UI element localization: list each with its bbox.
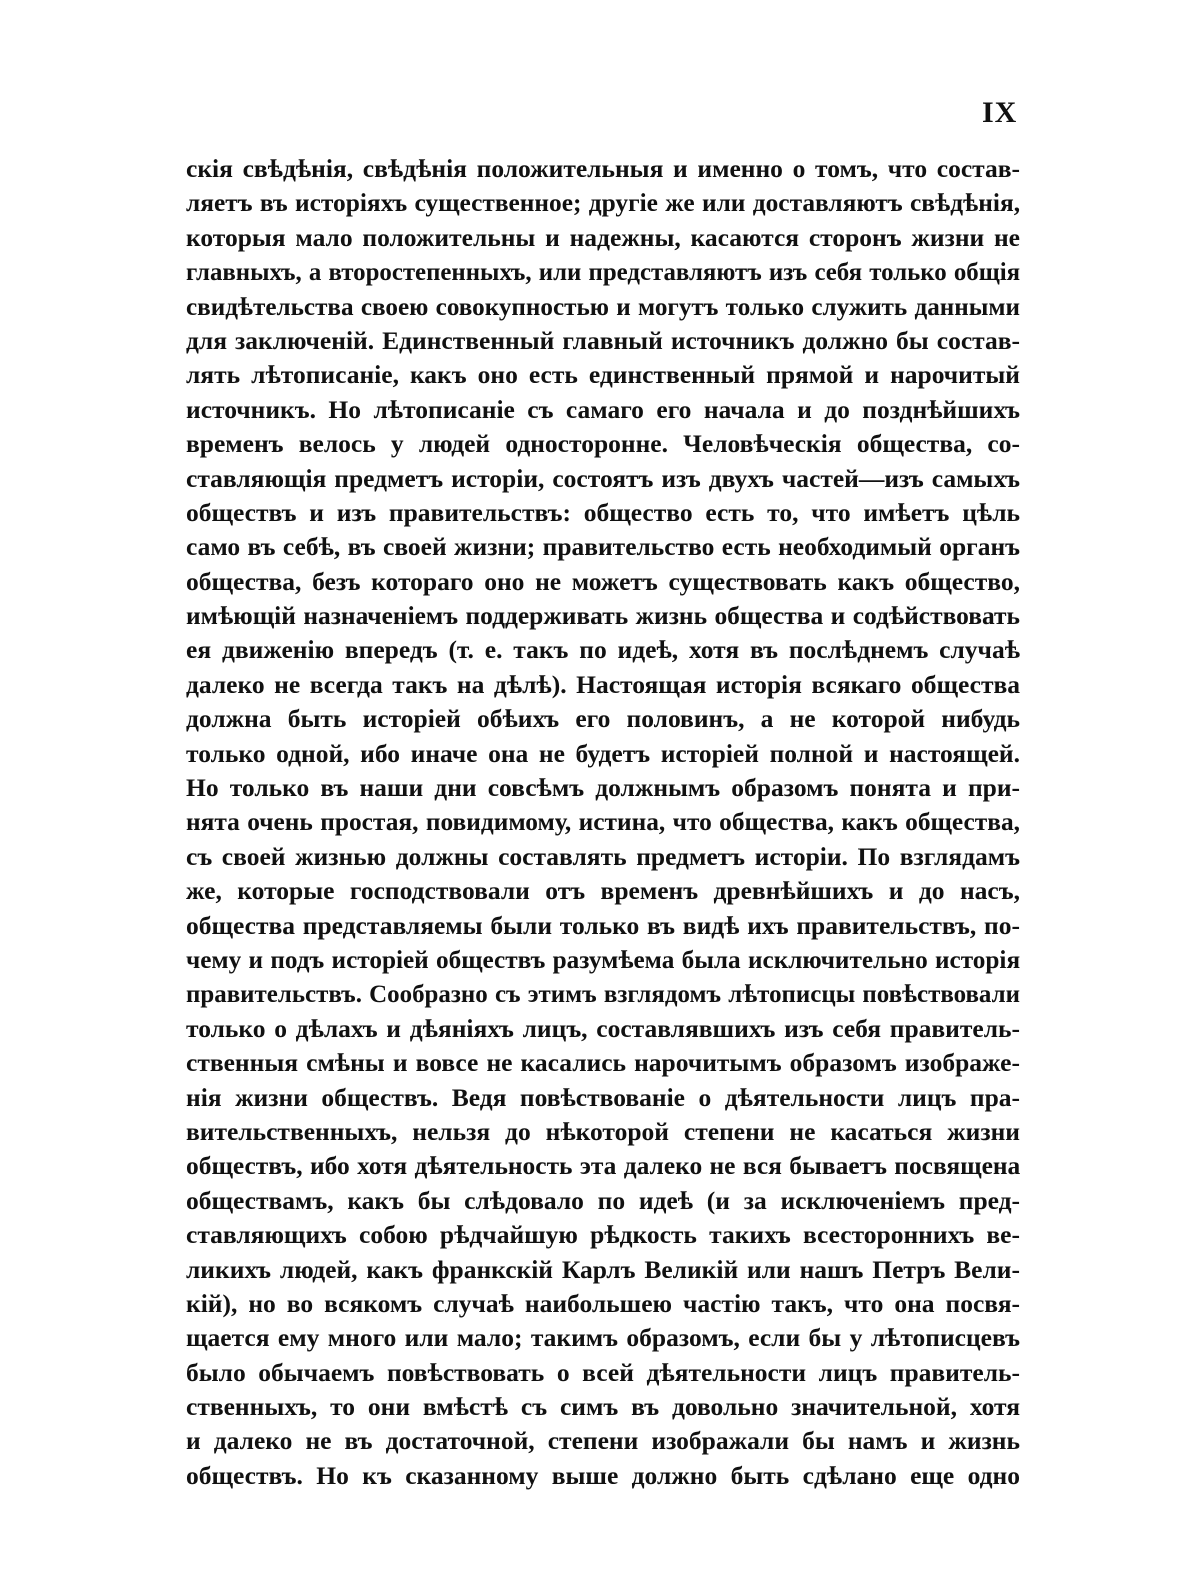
text-line: источникъ. Но лѣтописаніе съ самаго его начала и до позднѣйшихъ xyxy=(186,394,1020,424)
text-line: нята очень простая, повидимому, истина, что общества, какъ общества, xyxy=(186,807,1020,837)
text-line: далеко не всегда такъ на дѣлѣ). Настоящая исторія всякаго общества xyxy=(186,669,1020,699)
text-line: свидѣтельства своею совокупностью и могутъ только служить данными xyxy=(186,291,1020,321)
text-line: щается ему много или мало; такимъ образомъ, если бы у лѣтописцевъ xyxy=(186,1323,1020,1353)
text-line: только о дѣлахъ и дѣяніяхъ лицъ, составлявшихъ изъ себя правитель- xyxy=(186,1013,1020,1043)
text-line: и далеко не въ достаточной, степени изображали бы намъ и жизнь xyxy=(186,1426,1020,1456)
text-line: нія жизни обществъ. Ведя повѣствованіе о дѣятельности лицъ пра- xyxy=(186,1082,1020,1112)
text-line: ляетъ въ исторіяхъ существенное; другіе же или доставляютъ свѣдѣнія, xyxy=(186,188,1021,218)
text-line: кій), но во всякомъ случаѣ наибольшею частію такъ, что она посвя- xyxy=(186,1288,1020,1318)
text-line: обществъ, ибо хотя дѣятельность эта далеко не вся бываетъ посвящена xyxy=(186,1151,1021,1181)
text-line: лять лѣтописаніе, какъ оно есть единственный прямой и нарочитый xyxy=(186,360,1020,390)
text-line: ственныя смѣны и вовсе не касались нарочитымъ образомъ изображе- xyxy=(186,1048,1020,1078)
text-line: ея движенію впередъ (т. е. такъ по идеѣ, хотя въ послѣднемъ случаѣ xyxy=(186,635,1020,665)
text-line: которыя мало положительны и надежны, касаются сторонъ жизни не xyxy=(186,222,1020,252)
text-line: Но только въ наши дни совсѣмъ должнымъ образомъ понята и при- xyxy=(186,773,1020,803)
text-line: ставляющія предметъ исторіи, состоятъ изъ двухъ частей—изъ самыхъ xyxy=(186,463,1020,493)
text-line: должна быть исторіей обѣихъ его половинъ, а не которой нибудь xyxy=(186,704,1020,734)
page-number: IX xyxy=(982,96,1018,129)
text-line: съ своей жизнью должны составлять предметъ исторіи. По взглядамъ xyxy=(186,841,1020,871)
body-text xyxy=(186,152,1020,1493)
text-line: скія свѣдѣнія, свѣдѣнія положительныя и именно о томъ, что состав- xyxy=(186,154,1020,183)
text-line: было обычаемъ повѣствовать о всей дѣятельности лицъ правитель- xyxy=(186,1357,1020,1387)
text-line: вительственныхъ, нельзя до нѣкоторой степени не касаться жизни xyxy=(186,1116,1020,1146)
text-line: общества, безъ котораго оно не можетъ существовать какъ общество, xyxy=(186,566,1020,596)
text-line: обществъ и изъ правительствъ: общество есть то, что имѣетъ цѣль xyxy=(186,497,1020,527)
text-line: ственныхъ, то они вмѣстѣ съ симъ въ довольно значительной, хотя xyxy=(186,1392,1020,1422)
text-line: имѣющій назначеніемъ поддерживать жизнь общества и содѣйствовать xyxy=(186,601,1020,631)
text-line: общества представляемы были только въ видѣ ихъ правительствъ, по- xyxy=(186,910,1020,940)
text-line: временъ велось у людей односторонне. Человѣческія общества, со- xyxy=(186,429,1020,459)
text-line: правительствъ. Сообразно съ этимъ взглядомъ лѣтописцы повѣствовали xyxy=(186,979,1020,1009)
text-line: только одной, ибо иначе она не будетъ исторіей полной и настоящей. xyxy=(186,738,1020,768)
text-line: главныхъ, а второстепенныхъ, или представляютъ изъ себя только общія xyxy=(186,257,1021,287)
text-line: обществамъ, какъ бы слѣдовало по идеѣ (и за исключеніемъ пред- xyxy=(186,1185,1020,1215)
text-line: ставляющихъ собою рѣдчайшую рѣдкость такихъ всестороннихъ ве- xyxy=(186,1220,1020,1250)
text-line: для заключеній. Единственный главный источникъ должно бы состав- xyxy=(186,325,1020,355)
text-line: чему и подъ исторіей обществъ разумѣема была исключительно исторія xyxy=(186,944,1021,974)
text-line: ликихъ людей, какъ франкскій Карлъ Великій или нашъ Петръ Вели- xyxy=(186,1254,1020,1284)
text-line: обществъ. Но къ сказанному выше должно быть сдѣлано еще одно xyxy=(186,1460,1020,1490)
text-line: же, которые господствовали отъ временъ древнѣйшихъ и до насъ, xyxy=(186,876,1020,906)
text-line: само въ себѣ, въ своей жизни; правительство есть необходимый органъ xyxy=(186,532,1020,562)
